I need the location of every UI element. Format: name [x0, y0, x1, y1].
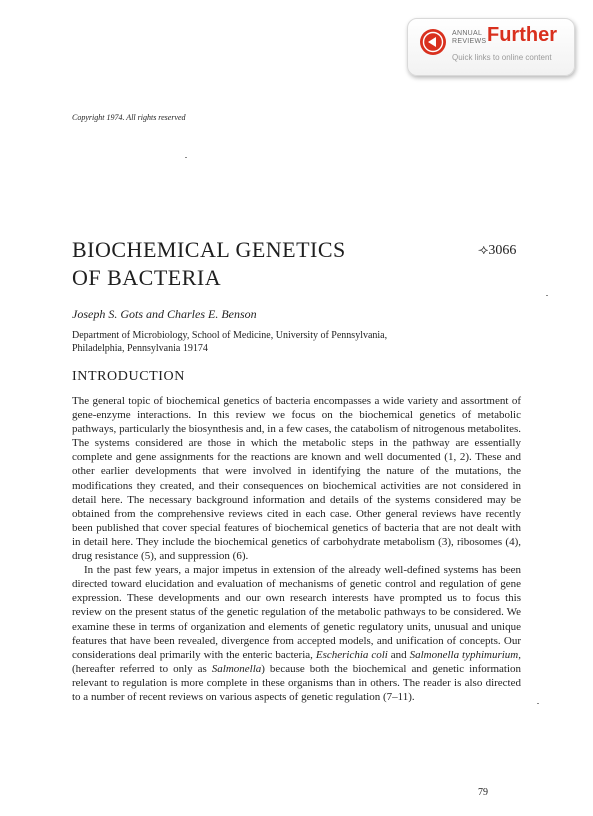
species-salmonella-typhimurium: Salmonella typhimurium,: [409, 648, 521, 661]
scan-speck: [546, 295, 548, 296]
copyright-notice: Copyright 1974. All rights reserved: [72, 113, 186, 122]
further-label: Further: [487, 24, 557, 46]
species-escherichia-coli: Escherichia coli: [315, 648, 388, 661]
article-title-line-2: OF BACTERIA: [72, 265, 222, 290]
scan-speck: [537, 703, 539, 704]
affiliation-line-2: Philadelphia, Pennsylvania 19174: [72, 343, 208, 354]
annual-reviews-back-arrow-icon: [419, 28, 447, 56]
section-heading-introduction: INTRODUCTION: [72, 369, 185, 384]
article-title: [72, 236, 346, 292]
authors: Joseph S. Gots and Charles E. Benson: [72, 307, 257, 321]
paragraph-2: [72, 563, 521, 704]
affiliation-line-1: Department of Microbiology, School of Medicine, University of Pennsylvania,: [72, 330, 388, 341]
annual-reviews-further-badge[interactable]: [407, 18, 575, 76]
article-id: ⟢3066: [478, 243, 517, 258]
paragraph-2-text-c: ) because both the biochemical and genetic information relevant to regulation is more complete in these organisms than in others. The reader is also directed to a number of recent reviews on various aspects of genetic regulation (7–11).: [72, 662, 522, 703]
scan-speck: [185, 157, 187, 158]
genus-salmonella: Salmonella: [211, 662, 262, 675]
paragraph-2-text-b: (hereafter referred to only as: [72, 662, 212, 675]
paragraph-2-text-a: In the past few years, a major impetus in extension of the already well-defined systems has been directed toward elucidation and evaluation of mechanisms of genetic control and regulation of gene expression. These developments and our own research interests have prompted us to focus this review on the present status of the genetic regulation of the metabolic pathways to be considered. We examine these in terms of organization and elements of genetic regulatory units, unusual and unique features that have been revealed, divergence from accepted models, and unification of concepts. Our considerations deal primarily with the enteric bacteria,: [72, 564, 521, 661]
page-number: 79: [478, 787, 488, 798]
introduction-body: [72, 394, 521, 704]
article-title-line-1: BIOCHEMICAL GENETICS: [72, 237, 346, 262]
paragraph-1: The general topic of biochemical genetics of bacteria encompasses a wide variety and assortment of gene-enzyme interactions. In this review we focus on the biochemical genetics of metabolic pathways, particularly the biosynthesis and, in a few cases, the catabolism of nitrogenous metabolites. The systems considered are those in which the metabolic steps in the pathway are essentially complete and gene assignments for the reactions are known and well documented (1, 2). These and other earlier developments that were involved in identifying the nature of the mutations, the modifications they created, and their consequences on biochemical activities are not considered in detail here. The necessary background information and details of the systems considered may be obtained from the comprehensive reviews cited in each case. Other general reviews have recently been published that cover special features of biochemical genetics of bacteria that are not dealt with in detail here. They include the biochemical genetics of carbohydrate metabolism (3), ribosomes (4), drug resistance (5), and suppression (6).: [72, 395, 521, 563]
affiliation: [72, 329, 452, 355]
paragraph-2-and: and: [387, 648, 410, 661]
annual-reviews-label: ANNUAL REVIEWS: [452, 30, 487, 45]
quick-links-text: Quick links to online content: [452, 53, 552, 62]
